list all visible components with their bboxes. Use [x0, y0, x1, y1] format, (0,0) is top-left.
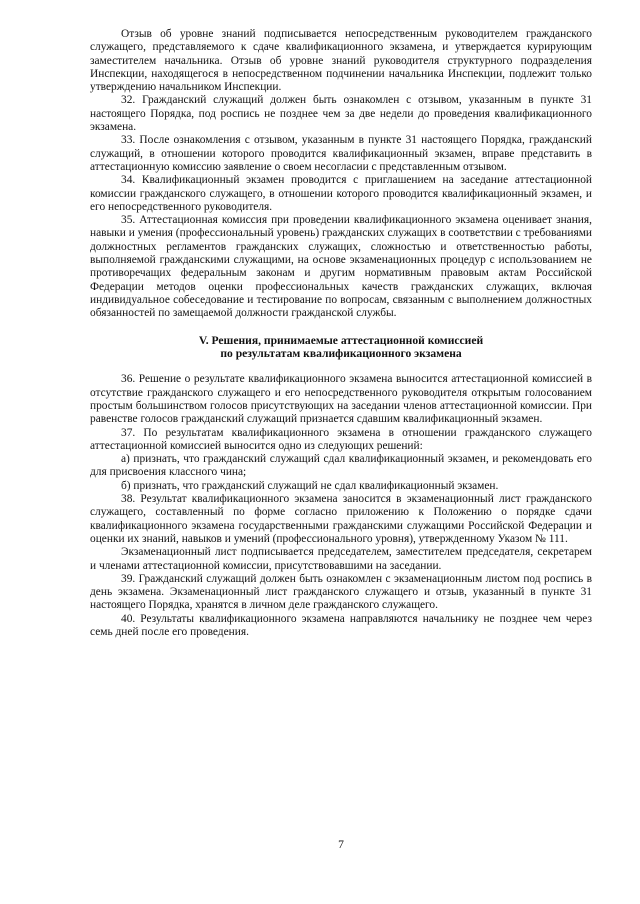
paragraph-40: 40. Результаты квалификационного экзамена направляются начальнику не позднее чем через семь дней после его проведения. — [90, 612, 592, 638]
paragraph-35: 35. Аттестационная комиссия при проведении квалификационного экзамена оценивает знания, навыки и умения (профессиональный уровень) гражданских служащих в соответствии с требованиями должностных регламентов гражданских служащих, сложностью и ответственностью работы, выполняемой гражданскими служащими, на основе экзаменационных процедур с использованием не противоречащих федеральным законам и другим нормативным правовым актам Российской Федерации методов оценки профессиональных качеств гражданских служащих, включая индивидуальное собеседование и тестирование по вопросам, связанным с выполнением должностных обязанностей по замещаемой должности гражданской службы. — [90, 214, 592, 320]
section-heading-line-1: V. Решения, принимаемые аттестационной комиссией — [198, 333, 484, 347]
page-number: 7 — [338, 838, 344, 851]
paragraph-37: 37. По результатам квалификационного экзамена в отношении гражданского служащего аттестационной комиссией выносится одно из следующих решений: — [90, 426, 592, 452]
paragraph-34: 34. Квалификационный экзамен проводится с приглашением на заседание аттестационной комиссии гражданского служащего, в отношении которого проводится квалификационный экзамен, и его непосредственного руководителя. — [90, 174, 592, 213]
section-heading-line-2: по результатам квалификационного экзамена — [220, 346, 462, 360]
paragraph-exam-sheet: Экзаменационный лист подписывается председателем, заместителем председателя, секретарем и членами аттестационной комиссии, присутствовавшими на заседании. — [90, 546, 592, 572]
paragraph-review-signature: Отзыв об уровне знаний подписывается непосредственным руководителем гражданского служащего, представляемого к сдаче квалификационного экзамена, и утверждается курирующим заместителем начальника. Отзыв об уровне знаний руководителя структурного подразделения Инспекции, находящегося в непосредственном подчинении начальника Инспекции, подлежит только утверждению начальником Инспекции. — [90, 28, 592, 94]
paragraph-36: 36. Решение о результате квалификационного экзамена выносится аттестационной комиссией в отсутствие гражданского служащего и его непосредственного руководителя открытым голосованием простым большинством голосов присутствующих на заседании членов аттестационной комиссии. При равенстве голосов гражданский служащий признается сдавшим квалификационный экзамен. — [90, 373, 592, 426]
paragraph-37-b: б) признать, что гражданский служащий не сдал квалификационный экзамен. — [121, 479, 499, 492]
paragraph-33: 33. После ознакомления с отзывом, указанным в пункте 31 настоящего Порядка, гражданский служащий, в отношении которого проводится квалификационный экзамен, вправе представить в аттестационную комиссию заявление о своем несогласии с представленным отзывом. — [90, 134, 592, 173]
paragraph-32: 32. Гражданский служащий должен быть ознакомлен с отзывом, указанным в пункте 31 настоящего Порядка, под роспись не позднее чем за две недели до проведения квалификационного экзамена. — [90, 94, 592, 134]
paragraph-38: 38. Результат квалификационного экзамена заносится в экзаменационный лист гражданского служащего, составленный по форме согласно приложению к Положению о порядке сдачи квалификационного экзамена государственными гражданскими служащими Российской Федерации и оценки их знаний, навыков и умений (профессионального уровня), утвержденному Указом № 111. — [90, 493, 592, 545]
spacer — [90, 321, 592, 334]
paragraph-39: 39. Гражданский служащий должен быть ознакомлен с экзаменационным листом под роспись в день экзамена. Экзаменационный лист гражданского служащего и отзыв, указанный в пункте 31 настоящего Порядка, хранятся в личном деле гражданского служащего. — [90, 572, 592, 612]
spacer — [90, 360, 592, 373]
section-heading — [90, 334, 592, 361]
paragraph-37-a: а) признать, что гражданский служащий сдал квалификационный экзамен, и рекомендовать его для присвоения классного чина; — [90, 453, 592, 479]
